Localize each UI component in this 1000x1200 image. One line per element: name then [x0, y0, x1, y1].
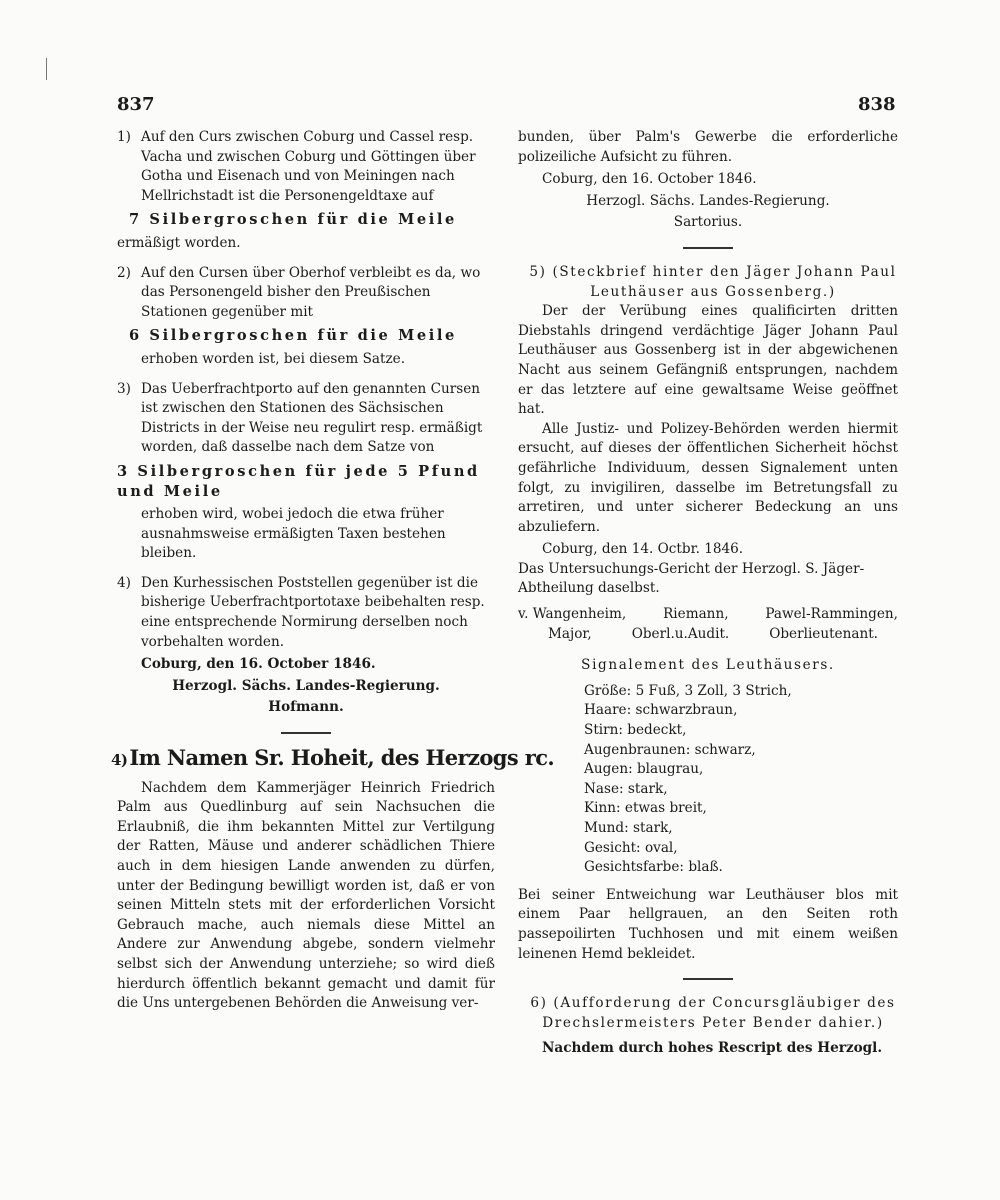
date-line: Coburg, den 16. October 1846.: [141, 656, 376, 673]
item-5-paragraph: Alle Justiz- und Polizey-Behörden werden hiermit ersucht, auf dieses der öffentlichen Sicherheit höchst gefährliche Individuum, dessen Signalement unten folgt, zu invigiliren, dasselbe im Betretungsfall zu arretiren, und unter sicherer Bedeckung an uns abzuliefern.: [518, 420, 898, 535]
item-2: [117, 264, 495, 323]
item-number: 1): [117, 129, 131, 145]
signer-rank: Major,: [548, 625, 592, 642]
item-after-text: ermäßigt worden.: [117, 234, 241, 251]
rate-line: 7 Silbergroschen für die Meile: [129, 211, 457, 229]
section-divider: [683, 978, 733, 980]
description-line: Gesichtsfarbe: blaß.: [584, 859, 723, 876]
left-column: [111, 128, 555, 1014]
authority: Herzogl. Sächs. Landes-Regierung.: [172, 677, 440, 694]
item-number: 3): [117, 380, 131, 397]
item-text: Auf den Cursen über Oberhof verbleibt es da, wo das Personengeld bisher den Preußischen Stationen gegenüber mit: [141, 264, 481, 320]
description-line: Kinn: etwas breit,: [584, 800, 707, 817]
item-after-text: erhoben worden ist, bei diesem Satze.: [141, 350, 406, 367]
signer-name: Pawel-Rammingen,: [765, 606, 898, 623]
page-number-left: 837: [117, 94, 155, 115]
section-heading: [111, 745, 555, 771]
description-line: Stirn: bedeckt,: [584, 722, 687, 739]
signer: Sartorius.: [673, 214, 743, 231]
clothing-paragraph: Bei seiner Entweichung war Leuthäuser blos mit einem Paar hellgrauen, an den Seiten roth passepoilirten Tuchhosen und mit einem weißen leinenen Hemd bekleidet.: [518, 886, 898, 962]
signer-rank: Oberl.u.Audit.: [631, 625, 730, 642]
description-line: Nase: stark,: [584, 780, 668, 797]
margin-mark: [46, 58, 47, 80]
rate-line: 3 Silbergroschen für jede 5 Pfund und Meile: [117, 462, 480, 500]
heading-number: 4): [111, 751, 128, 770]
ranks-row: [518, 625, 898, 645]
item-text: Das Ueberfrachtporto auf den genannten Cursen ist zwischen den Stationen des Sächsischen Districts in der Weise neu regulirt resp. ermäßigt worden, daß dasselbe nach dem Satze von: [141, 380, 483, 456]
rate-line: 6 Silbergroschen für die Meile: [129, 327, 457, 345]
description-line: Größe: 5 Fuß, 3 Zoll, 3 Strich,: [584, 682, 792, 699]
item-number: 4): [117, 574, 131, 591]
body-paragraph: Nachdem dem Kammerjäger Heinrich Friedrich Palm aus Quedlinburg auf sein Nachsuchen die Erlaubniß, die ihm bekannten Mittel zur Vertilgung der Ratten, Mäuse und anderer schädlichen Thiere auch in dem hiesigen Lande anwenden zu dürfen, unter der Bedingung bewilligt worden ist, daß er von seinen Mitteln stets mit der erforderlichen Vorsicht Gebrauch mache, auch niemals diese Mittel an Andere zur Anwendung abgebe, sondern vielmehr selbst sich der Anwendung unterziehe; so wird dieß hierdurch öffentlich bekannt gemacht und damit für die Uns untergebenen Behörden die Anweisung ver-: [117, 779, 495, 1012]
item-4: [117, 574, 495, 652]
item-text: Auf den Curs zwischen Coburg und Cassel resp. Vacha und zwischen Coburg und Göttingen über Gotha und Eisenach und von Meiningen nach Mellrichstadt ist die Personengeldtaxe auf: [141, 129, 476, 204]
description-title: Signalement des Leuthäusers.: [581, 657, 835, 674]
page-number-right: 838: [858, 94, 896, 115]
signer-rank: Oberlieutenant.: [769, 625, 878, 642]
description-list: [584, 682, 898, 878]
item-number: 2): [117, 264, 131, 281]
description-line: Mund: stark,: [584, 820, 673, 836]
item-1: [117, 128, 495, 206]
heading-text: Im Namen Sr. Hoheit, des Herzogs rc.: [129, 745, 555, 771]
item-after-text: erhoben wird, wobei jedoch die etwa früher ausnahmsweise ermäßigten Taxen bestehen bleiben.: [141, 506, 446, 562]
description-line: Gesicht: oval,: [584, 839, 678, 856]
description-line: Haare: schwarzbraun,: [584, 702, 738, 719]
authority: Herzogl. Sächs. Landes-Regierung.: [586, 192, 830, 209]
section-divider: [683, 247, 733, 249]
section-divider: [281, 732, 331, 734]
description-line: Augenbraunen: schwarz,: [584, 741, 756, 758]
date-line: Coburg, den 14. Octbr. 1846.: [542, 541, 744, 558]
right-column: [518, 128, 898, 1059]
item-6-title: 6) (Aufforderung der Concursgläubiger des Drechslermeisters Peter Bender dahier.): [530, 995, 896, 1031]
signers-row: [518, 605, 898, 625]
item-5-title: 5) (Steckbrief hinter den Jäger Johann Paul Leuthäuser aus Gossenberg.): [529, 263, 897, 300]
item-5-paragraph: Der der Verübung eines qualificirten dritten Diebstahls dringend verdächtige Jäger Johann Paul Leuthäuser aus Gossenberg ist in der abgewichenen Nacht aus seinem Gefängniß entsprungen, nachdem er das letztere auf eine gewaltsame Weise geöffnet hat.: [518, 303, 898, 418]
item-6-paragraph: Nachdem durch hohes Rescript des Herzogl.: [542, 1040, 883, 1057]
date-line: Coburg, den 16. October 1846.: [542, 171, 757, 188]
item-text: Den Kurhessischen Poststellen gegenüber ist die bisherige Ueberfrachtportotaxe beibehalten resp. eine entsprechende Normirung derselben noch vorbehalten worden.: [141, 574, 485, 650]
signer-name: v. Wangenheim,: [518, 606, 627, 623]
court-line: Das Untersuchungs-Gericht der Herzogl. S. Jäger-Abtheilung daselbst.: [518, 560, 865, 597]
signer-name: Riemann,: [663, 606, 729, 623]
continuation-text: bunden, über Palm's Gewerbe die erforderliche polizeiliche Aufsicht zu führen.: [518, 129, 898, 165]
item-3: [117, 380, 495, 458]
signer: Hofmann.: [268, 699, 344, 716]
description-line: Augen: blaugrau,: [584, 761, 704, 778]
